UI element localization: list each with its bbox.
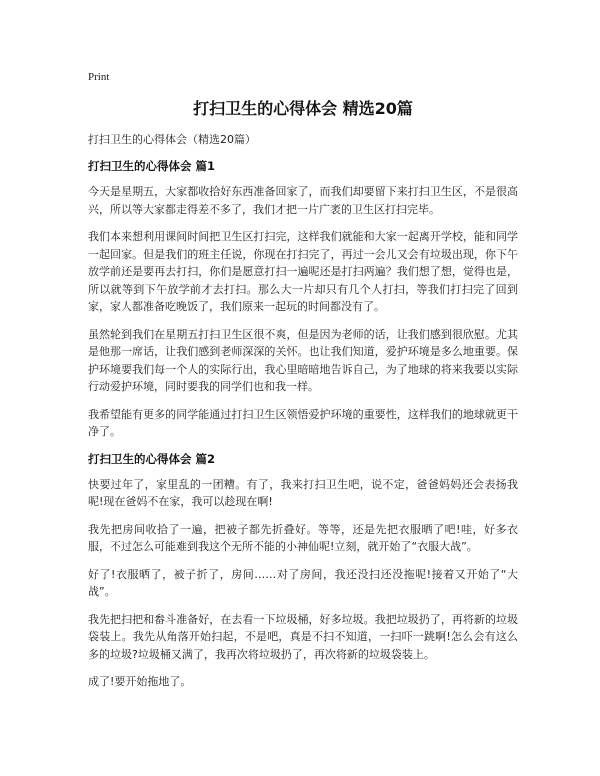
- page-title: 打扫卫生的心得体会 精选20篇: [193, 99, 413, 118]
- paragraph: 好了!衣服晒了，被子折了，房间……对了房间，我还没扫还没拖呢!接着又开始了“大战”。: [88, 567, 518, 598]
- page-subtitle: 打扫卫生的心得体会（精选20篇）: [88, 133, 256, 146]
- paragraph: 我们本来想利用课间时间把卫生区打扫完，这样我们就能和大家一起离开学校，能和同学一起回家。但是我们的班主任说，你现在打扫完了，再过一会儿又会有垃圾出现，你下午放学前还是要再去打扫，你们是愿意打扫一遍呢还是打扫两遍？我们想了想，觉得也是，所以就等到下午放学前才去打扫。那么大一片却只有几个人打扫，等我们打扫完了回到家，家人都准备吃晚饭了，我们原来一起玩的时间都没有了。: [88, 230, 518, 313]
- paragraph: 虽然轮到我们在星期五打扫卫生区很不爽，但是因为老师的话，让我们感到很欣慰。尤其是他那一席话，让我们感到老师深深的关怀。也让我们知道，爱护环境是多么地重要。保护环境要我们每一个人的实际行出，我心里暗暗地告诉自己，为了地球的将来我要以实际行动爱护环境，同时要我的同学们也和我一样。: [88, 327, 518, 393]
- section-2: [88, 451, 518, 691]
- print-link[interactable]: Print: [88, 71, 110, 83]
- paragraph: 成了!要开始拖地了。: [88, 675, 192, 688]
- section-heading: 打扫卫生的心得体会 篇1: [88, 159, 216, 173]
- paragraph: 我先把扫把和畚斗准备好，在去看一下垃圾桶，好多垃圾。我把垃圾扔了，再将新的垃圾袋装上。我先从角落开始扫起，不是吧，真是不扫不知道，一扫吓一跳啊!怎么会有这么多的垃圾?垃圾桶又满了，我再次将垃圾扔了，再次将新的垃圾袋装上。: [88, 612, 518, 661]
- paragraph: 快要过年了，家里乱的一团糟。有了，我来打扫卫生吧，说不定，爸爸妈妈还会表扬我呢!现在爸妈不在家，我可以趁现在啊!: [88, 477, 518, 508]
- paragraph: 我希望能有更多的同学能通过打扫卫生区领悟爱护环境的重要性，这样我们的地球就更干净了。: [88, 407, 518, 438]
- paragraph: 今天是星期五，大家都收拾好东西准备回家了，而我们却要留下来打扫卫生区，不是很高兴，所以等大家都走得差不多了，我们才把一片广袤的卫生区打扫完毕。: [88, 185, 518, 216]
- section-heading: 打扫卫生的心得体会 篇2: [88, 451, 216, 466]
- section-1: [88, 158, 518, 441]
- paragraph: 我先把房间收拾了一遍，把被子都先折叠好。等等，还是先把衣服晒了吧!哇，好多衣服，不过怎么可能难到我这个无所不能的小神仙呢!立刻，就开始了“衣服大战”。: [88, 522, 518, 553]
